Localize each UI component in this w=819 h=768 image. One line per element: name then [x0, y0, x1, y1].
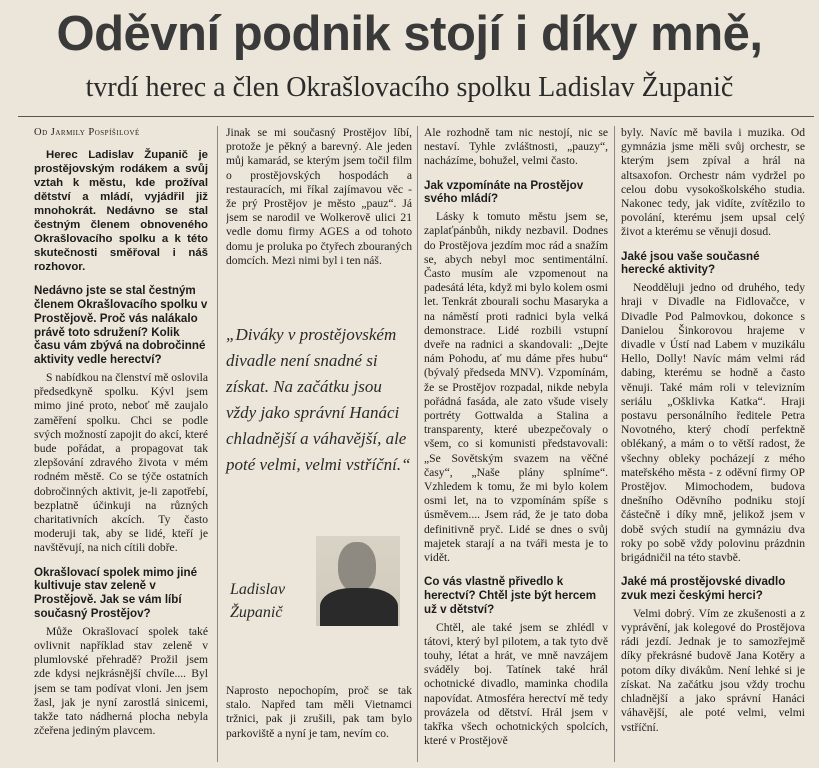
answer-paragraph: Může Okrašlovací spolek také ovlivnit například stav zeleně v plumlovské přehradě? Prožil jsem zde kdysi nejkrásnější chvíle.... Byl jsem se tam podívat vloni. Jen jsem žasl, jak je nyní zarostlá sinicemi, takže tato nádherná plocha nebyla zčeřena jediným plavcem.	[34, 624, 208, 738]
signature-first-name: Ladislav	[230, 581, 286, 598]
lead-paragraph: Herec Ladislav Županič je prostějovským rodákem a svůj vztah k městu, kde prožíval dětství a mládí, vyjádřil již mnohokrát. Nedávno se stal čestným členem obnoveného Okrašlovacího spolku a k této skutečnosti směřoval i náš rozhovor.	[34, 149, 208, 274]
question-heading: Jak vzpomínáte na Prostějov svého mládí?	[424, 178, 584, 206]
signature-last-name: Županič	[230, 604, 283, 621]
column-4	[621, 126, 805, 762]
body-paragraph: byly. Navíc mě bavila i muzika. Od gymnázia jsme měli svůj orchestr, se kterým jsem zpíval a hrál na altsaxofon. Orchestr nám vydržel po celou dobu vysokoškolského studia. Nakonec tedy, jak vidíte, zvítězilo to povolání, kterému jsem upsal celý život a kterému se věnuji dosud.	[621, 126, 805, 239]
portrait-photo	[316, 536, 400, 626]
question-heading: Jaké má prostějovské divadlo zvuk mezi českými herci?	[621, 575, 786, 603]
answer-paragraph: Neodděluji jedno od druhého, tedy hraji v Divadle na Fidlovačce, v Divadle Pod Palmovkou, dokonce s Danielou Šinkorovou hrajeme v divadle v Ústí nad Labem v muzikálu Hello, Dolly! Navíc mám velmi rád dabing, kterému se hodně a často věnuji. Také mám roli v televizním seriálu „Ošklivka Katka“. Hraji postavu personálního ředitele Petra Novotného, který chodí perfektně oblékaný, a mám o to větší radost, že všechny obleky pocházejí z mého mateřského města - z oděvní firmy OP Prostějov. Mimochodem, budova dnešního Oděvního podniku stojí částečně i díky mně, jelikož jsem v době svých studií na gymnáziu dva roky po sobě vždy polovinu prázdnin brigádničil na této stavbě.	[621, 281, 805, 565]
column-2	[226, 126, 412, 296]
column-3	[424, 126, 608, 762]
answer-paragraph: Velmi dobrý. Vím ze zkušenosti a z vyprávění, jak kolegové do Prostějova rádi jezdí. Jednak je to samozřejmě díky překrásné budově Jana Kotěry a potom díky divákům. Není lehké si je získat. Na začátku jsou vždy trochu chladnější a jako správní Hanáci váhavější, ale poté velmi, velmi vstříční.	[621, 606, 805, 734]
column-divider	[217, 126, 218, 762]
body-paragraph: Ale rozhodně tam nic nestojí, nic se nestaví. Tyhle zvláštnosti, „pauzy“, nacházíme, bohužel, velmi často.	[424, 126, 608, 168]
portrait-body	[320, 588, 398, 626]
subheadline: tvrdí herec a člen Okrašlovacího spolku Ladislav Županič	[85, 72, 734, 103]
question-heading: Nedávno jste se stal čestným členem Okrašlovacího spolku v Prostějově. Proč vás nalákalo právě toto sdružení? Kolik času vám zbývá na dobročinné aktivity vedle herectví?	[34, 284, 208, 367]
pull-quote: „Diváky v prostějovském divadle není snadné si získat. Na začátku jsou vždy jako správní Hanáci chladnější a váhavější, ale poté velmi, velmi vstříční.“	[226, 325, 411, 474]
top-rule	[18, 116, 814, 117]
answer-paragraph: Chtěl, ale také jsem se zhlédl v tátovi, který byl pilotem, a tak tyto dvě touhy, létat a hrát, ve mně navzájem sváděly boj. Tatínek také hrál ochotnické divadlo, maminka chodila napovídat. Atmosféra herectví mě tedy provázela od dětství. Hrál jsem v takřka všech ochotnických spolcích, které v Prostějově	[424, 620, 608, 748]
portrait-head	[338, 542, 376, 592]
answer-paragraph: Lásky k tomuto městu jsem se, zaplaťpánbůh, nikdy nezbavil. Dodnes do Prostějova jezdím moc rád a snažím se, abych nebyl moc sentimentální. Často musím ale vzpomenout na padesátá léta, když mi bylo kolem osmi let. Tenkrát zbourali sochu Masaryka a na náměstí proti radnici byla velká demonstrace. Lidé rozbili vstupní dveře na radnici a skandovali: „Dejte nám Pohodu, ať mu dáme přes hubu“ (bývalý předseda MNV). Vzpomínám, že se Prostějov rozpadal, nikde nebyla pořádná fasáda, ale zato všude visely portréty Gottwalda a Stalina a transparenty, které ubezpečovaly o všem, co si komunisti představovali: „Se Sovětským svazem na věčné časy“, „Naše plány splníme“. Vzhledem k tomu, že mi bylo kolem osmi let, na to vzpomínám spíše s úsměvem.... Jsem rád, že je tato doba definitivně pryč. Lidé se dnes o svůj majetek starají a na tváři mesta je to vidět.	[424, 210, 608, 565]
headline: Oděvní podnik stojí i díky mně,	[56, 7, 763, 61]
column-divider	[614, 126, 615, 762]
body-paragraph: Jinak se mi současný Prostějov líbí, protože je pěkný a barevný. Ale jeden můj kamarád, se kterým jsem točil film o prostějovských hospodách a restauracích, mi říkal zajímavou věc - že prý Prostějov je město „pauz“. Já jsem se narodil ve Wolkerově ulici 21 vedle domu firmy AGES a od tohoto domu je proluka po čtyřech zbouraných domcích. Mezi nimi byl i ten náš.	[226, 126, 412, 267]
column-1	[34, 126, 208, 762]
body-paragraph: Naprosto nepochopím, proč se tak stalo. Napřed tam měli Vietnamci tržnici, pak ji zrušili, pak tam bylo parkoviště a nyní je tam, nevím co.	[226, 684, 412, 740]
quote-signature	[230, 578, 285, 624]
answer-paragraph: S nabídkou na členství mě oslovila předsedkyně spolku. Kývl jsem mimo jiné proto, neboť mě zaujalo zaměření spolku. Chci se podle svých možností zapojit do akcí, které bude pořádat, a propagovat tak zlepšování zdravého života v mém rodném městě. Co se týče ostatních dobročinných aktivit, je-li zapotřebí, bezplatně účinkuji na různých charitativních akcích. Ty často moderuji tak, aby se lidé, kteří je navštěvují, na nich cítili dobře.	[34, 370, 208, 555]
question-heading: Co vás vlastně přivedlo k herectví? Chtěl jste být hercem už v dětství?	[424, 575, 597, 616]
byline: Od Jarmily Pospíšilové	[34, 127, 140, 138]
question-heading: Jaké jsou vaše současné herecké aktivity?	[621, 249, 760, 277]
column-divider	[417, 126, 418, 762]
question-heading: Okrašlovací spolek mimo jiné kultivuje stav zeleně v Prostějově. Jak se vám líbí současný Prostějov?	[34, 565, 198, 621]
